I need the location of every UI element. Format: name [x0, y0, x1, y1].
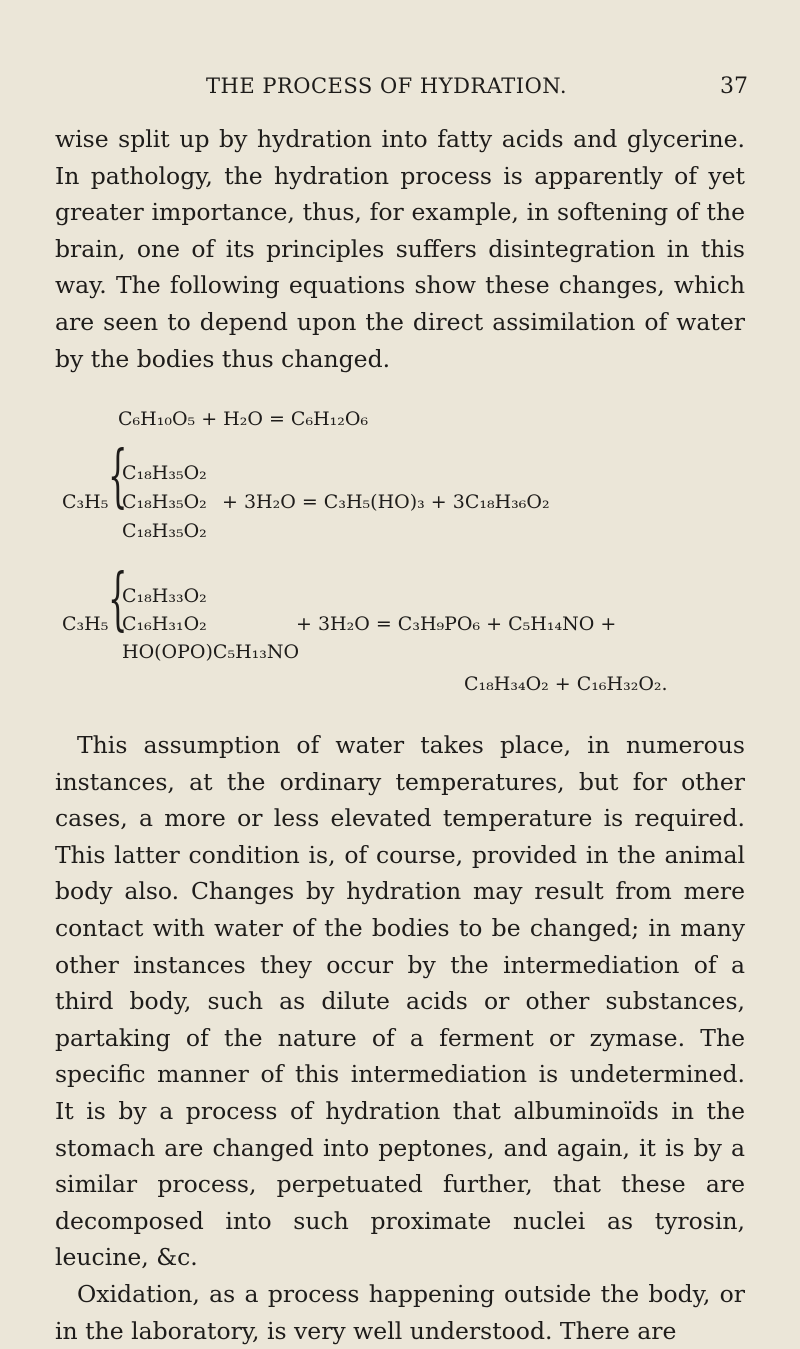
equation-3-brace: { — [108, 560, 128, 639]
equation-1 — [118, 408, 368, 430]
equation-2-group-2: C₁₈H₃₅O₂ — [122, 491, 207, 513]
page-number: 37 — [720, 74, 748, 99]
equation-3-rest: + 3H₂O = C₃H₉PO₆ + C₅H₁₄NO + — [296, 613, 617, 635]
equation-2-prefix: C₃H₅ — [62, 491, 109, 513]
equation-2-group-3: C₁₈H₃₅O₂ — [122, 520, 207, 542]
equation-1-text: C₆H₁₀O₅ + H₂O = C₆H₁₂O₆ — [118, 408, 369, 430]
paragraph-1 — [55, 121, 745, 377]
equation-3-group-3: HO(OPO)C₅H₁₃NO — [122, 641, 300, 663]
equation-3-group-2: C₁₆H₃₁O₂ — [122, 613, 207, 635]
equation-3-group-1: C₁₈H₃₃O₂ — [122, 585, 207, 607]
equation-3-prefix: C₃H₅ — [62, 613, 109, 635]
paragraph-3-text: Oxidation, as a process happening outside the body, or in the laboratory, is very well understood. There are — [55, 1279, 745, 1345]
paragraph-1-text: wise split up by hydration into fatty acids and glycerine. In pathology, the hydration process is apparently of yet greater importance, thus, for example, in softening of the brain, one of its principles suffers disintegration in this way. The following equations show these changes, which are seen to depend upon the direct assimilation of water by the bodies thus changed. — [55, 125, 745, 373]
paragraph-2-text: This assumption of water takes place, in numerous instances, at the ordinary temperatures, but for other cases, a more or less elevated temperature is required. This latter condition is, of course, provided in the animal body also. Changes by hydration may result from mere contact with water of the bodies to be changed; in many other instances they occur by the intermediation of a third body, such as dilute acids or other substances, partaking of the nature of a ferment or zymase. The specific manner of this intermediation is undetermined. It is by a process of hydration that albuminoïds in the stomach are changed into peptones, and again, it is by a similar process, perpetuated further, that these are decomposed into such proximate nuclei as tyrosin, leucine, &c. — [55, 731, 745, 1272]
equation-3-continuation: C₁₈H₃₄O₂ + C₁₆H₃₂O₂. — [464, 673, 668, 695]
page-header — [0, 74, 800, 104]
equation-2-group-1: C₁₈H₃₅O₂ — [122, 462, 207, 484]
paragraph-2 — [55, 727, 745, 1349]
equation-2-brace: { — [108, 437, 128, 516]
running-title: THE PROCESS OF HYDRATION. — [206, 74, 567, 98]
equation-2-rest: + 3H₂O = C₃H₅(HO)₃ + 3C₁₈H₃₆O₂ — [222, 491, 550, 513]
